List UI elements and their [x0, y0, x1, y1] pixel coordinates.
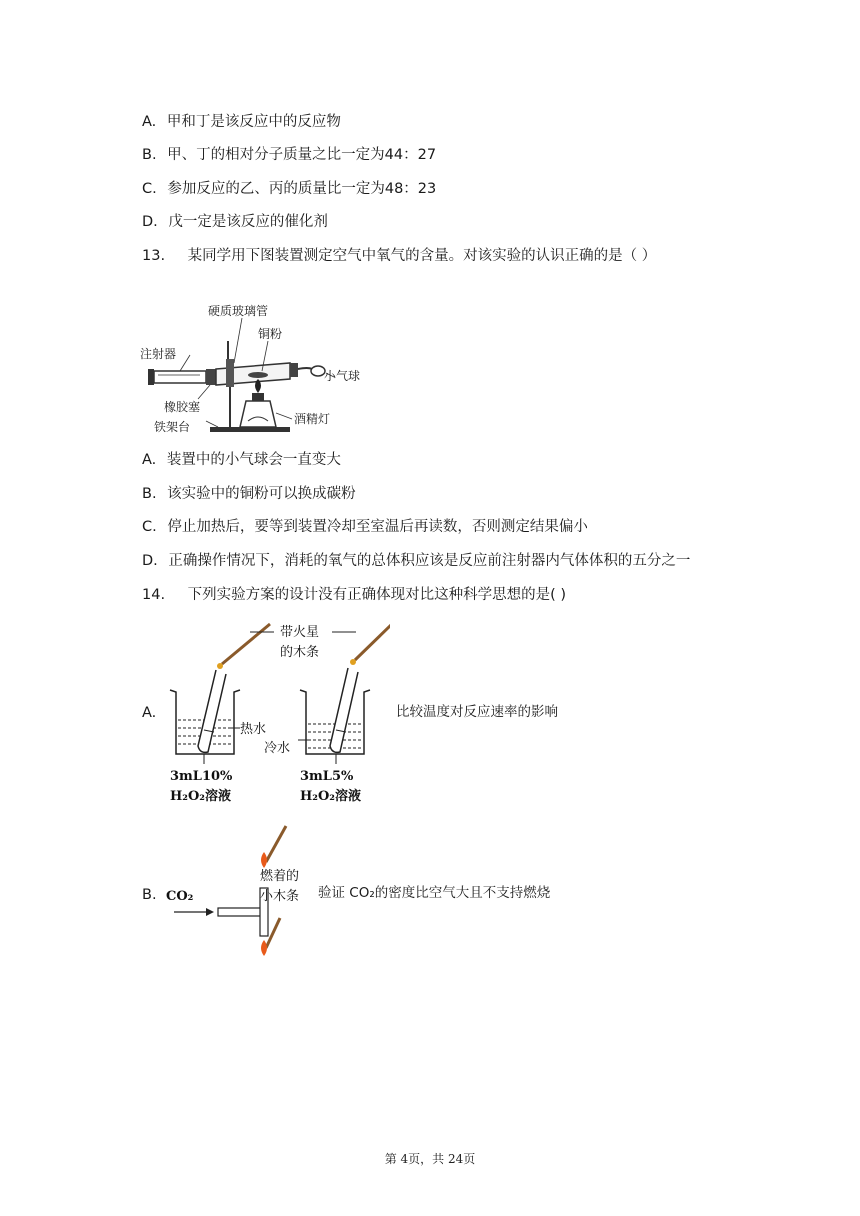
- q12-option-d: [142, 212, 328, 232]
- q12-option-c: [142, 179, 436, 199]
- q14-option-b-text: 验证 CO₂的密度比空气大且不支持燃烧: [318, 885, 551, 901]
- label-left-solution: H₂O₂溶液: [170, 789, 231, 804]
- option-text: 戊一定是该反应的催化剂: [168, 214, 328, 230]
- glowing-splint-left: [222, 624, 270, 664]
- alcohol-lamp: [240, 401, 276, 427]
- option-text: 甲和丁是该反应中的反应物: [166, 114, 341, 130]
- q12-option-a: [142, 112, 341, 132]
- option-text: 装置中的小气球会一直变大: [166, 452, 341, 468]
- test-tube-left: [198, 670, 226, 752]
- option-label: D.: [142, 553, 158, 569]
- label-right-conc: 3mL5%: [300, 769, 354, 784]
- q14-option-a-text: 比较温度对反应速率的影响: [396, 704, 558, 720]
- option-text: 甲、丁的相对分子质量之比一定为44：27: [167, 147, 437, 163]
- q13-option-c: [142, 517, 588, 537]
- label-hot-water: 热水: [240, 722, 267, 737]
- option-label: B.: [142, 486, 157, 502]
- syringe-plunger: [148, 369, 154, 385]
- q14-option-a-label: A.: [142, 705, 157, 721]
- t-tube-horizontal: [218, 908, 262, 916]
- q14-option-b-label: B.: [142, 887, 157, 903]
- label-co2: CO₂: [166, 889, 194, 904]
- question-number: 14.: [142, 587, 166, 603]
- question-text: 某同学用下图装置测定空气中氧气的含量。对该实验的认识正确的是（ ）: [187, 248, 657, 264]
- label-cold-water: 冷水: [264, 741, 291, 756]
- label-stopper: 橡胶塞: [164, 400, 201, 414]
- option-text: 停止加热后，要等到装置冷却至室温后再读数，否则测定结果偏小: [167, 519, 588, 535]
- option-text: 该实验中的铜粉可以换成碳粉: [167, 486, 356, 502]
- option-label: D.: [142, 214, 158, 230]
- option-text: 正确操作情况下，消耗的氧气的总体积应该是反应前注射器内气体体积的五分之一: [168, 553, 691, 569]
- label-splint-line2: 的木条: [280, 645, 320, 660]
- label-left-conc: 3mL10%: [170, 769, 233, 784]
- question-number: 13.: [142, 248, 166, 264]
- label-balloon: 小气球: [324, 369, 361, 383]
- balloon: [311, 366, 325, 376]
- q14-option-a-figure: [160, 612, 390, 804]
- page-footer: 第 4页，共 24页: [384, 1152, 476, 1166]
- rubber-stopper: [206, 369, 216, 385]
- option-label: C.: [142, 181, 157, 197]
- option-label: C.: [142, 519, 157, 535]
- label-lamp: 酒精灯: [294, 412, 331, 426]
- label-burning-line1: 燃着的: [260, 869, 300, 884]
- option-label: A.: [142, 114, 157, 130]
- burning-splint-top: [266, 826, 286, 862]
- q14-stem: [142, 585, 566, 605]
- label-glass-tube: 硬质玻璃管: [208, 304, 269, 318]
- syringe-body: [154, 371, 206, 383]
- q13-apparatus-figure: [140, 303, 380, 438]
- option-label: A.: [142, 452, 157, 468]
- q13-stem: [142, 246, 656, 266]
- q13-option-b: [142, 484, 356, 504]
- label-copper: 铜粉: [258, 327, 283, 341]
- q13-option-a: [142, 450, 341, 470]
- label-right-solution: H₂O₂溶液: [300, 789, 361, 804]
- q13-option-d: [142, 551, 690, 571]
- glowing-splint-right: [355, 624, 390, 660]
- label-splint-line1: 带火星: [280, 625, 320, 640]
- label-burning-line2: 小木条: [260, 889, 300, 904]
- option-text: 参加反应的乙、丙的质量比一定为48：23: [167, 181, 437, 197]
- question-text: 下列实验方案的设计没有正确体现对比这种科学思想的是( ): [187, 587, 567, 603]
- option-label: B.: [142, 147, 157, 163]
- label-syringe: 注射器: [140, 347, 177, 361]
- copper-powder: [248, 372, 268, 378]
- q12-option-b: [142, 145, 436, 165]
- label-stand: 铁架台: [154, 420, 191, 434]
